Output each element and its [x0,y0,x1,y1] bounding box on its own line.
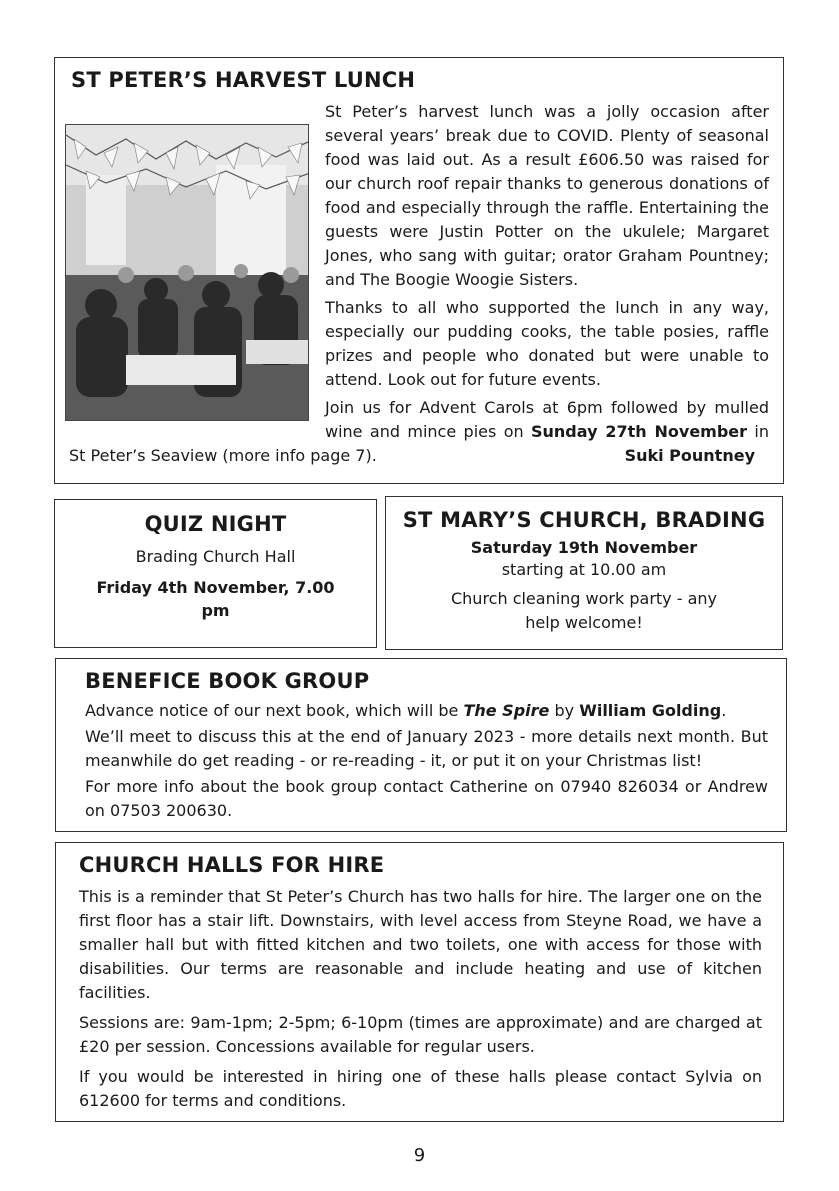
book-author: William Golding [579,701,722,720]
photo-illustration [66,125,309,421]
church-halls-paragraph-2: Sessions are: 9am-1pm; 2-5pm; 6-10pm (times are approximate) and are charged at £20 per session. Concessions available for regular users. [79,1013,762,1056]
harvest-lunch-title: ST PETER’S HARVEST LUNCH [71,68,416,92]
harvest-lunch-body [69,100,769,468]
harvest-lunch-paragraph-1: St Peter’s harvest lunch was a jolly occasion after several years’ break due to COVID. Plenty of seasonal food was laid out. As a result £606.50 was raised for our church roof repair thanks to generous donations of food and especially through the raffle. Entertaining the guests were Justin Potter on the ukulele; Margaret Jones, who sang with guitar; orator Graham Pountney; and The Boogie Woogie Sisters. [325,102,769,289]
harvest-lunch-paragraph-2: Thanks to all who supported the lunch in any way, especially our pudding cooks, the table posies, raffle prizes and people who donated but were unable to attend. Look out for future events. [325,298,769,389]
harvest-lunch-photo [65,124,309,421]
church-halls-paragraph-1: This is a reminder that St Peter’s Church has two halls for hire. The larger one on the first floor has a stair lift. Downstairs, with level access from Steyne Road, we have a smaller hall but with fitted kitchen and two toilets, one with access for those with disabilities. Our terms are reasonable and include heating and use of kitchen facilities. [79,887,762,1002]
st-marys-notice [385,496,783,650]
church-halls-paragraph-3: If you would be interested in hiring one of these halls please contact Sylvia on 612600 for terms and conditions. [79,1067,762,1110]
st-marys-task: Church cleaning work party - any help welcome! [450,589,717,632]
book-group-paragraph-2: We’ll meet to discuss this at the end of January 2023 - more details next month. But meanwhile do get reading - or re-reading - it, or put it on your Christmas list! [85,727,768,770]
book-group-title: BENEFICE BOOK GROUP [85,669,370,693]
book-by: by [554,701,575,720]
book-title: The Spire [463,701,550,720]
advent-carols-date: Sunday 27th November [531,422,748,441]
st-marys-title: ST MARY’S CHURCH, BRADING [402,508,766,532]
harvest-lunch-article [54,57,784,484]
book-group-notice [55,658,787,832]
quiz-night-venue: Brading Church Hall [135,547,296,566]
advent-carols-location: in St Peter’s Seaview (more info page 7). [69,422,770,465]
church-halls-title: CHURCH HALLS FOR HIRE [79,853,385,877]
quiz-night-title: QUIZ NIGHT [144,512,287,536]
quiz-night-notice [54,499,377,648]
book-group-paragraph-1: Advance notice of our next book, which will be The Spire by William Golding. [85,701,727,720]
harvest-lunch-author: Suki Pountney [624,446,755,465]
book-group-paragraph-3: For more info about the book group contact Catherine on 07940 826034 or Andrew on 07503 200630. [85,777,768,820]
church-halls-notice [55,842,784,1122]
st-marys-start-time: starting at 10.00 am [501,560,667,579]
st-marys-date: Saturday 19th November [470,538,698,557]
quiz-night-date-time: Friday 4th November, 7.00 pm [96,578,335,620]
page-number: 9 [413,1145,426,1166]
advent-carols-text: Join us for Advent Carols at 6pm followed by mulled wine and mince pies on [325,398,769,441]
book-group-notice-text: Advance notice of our next book, which will be [85,701,459,720]
